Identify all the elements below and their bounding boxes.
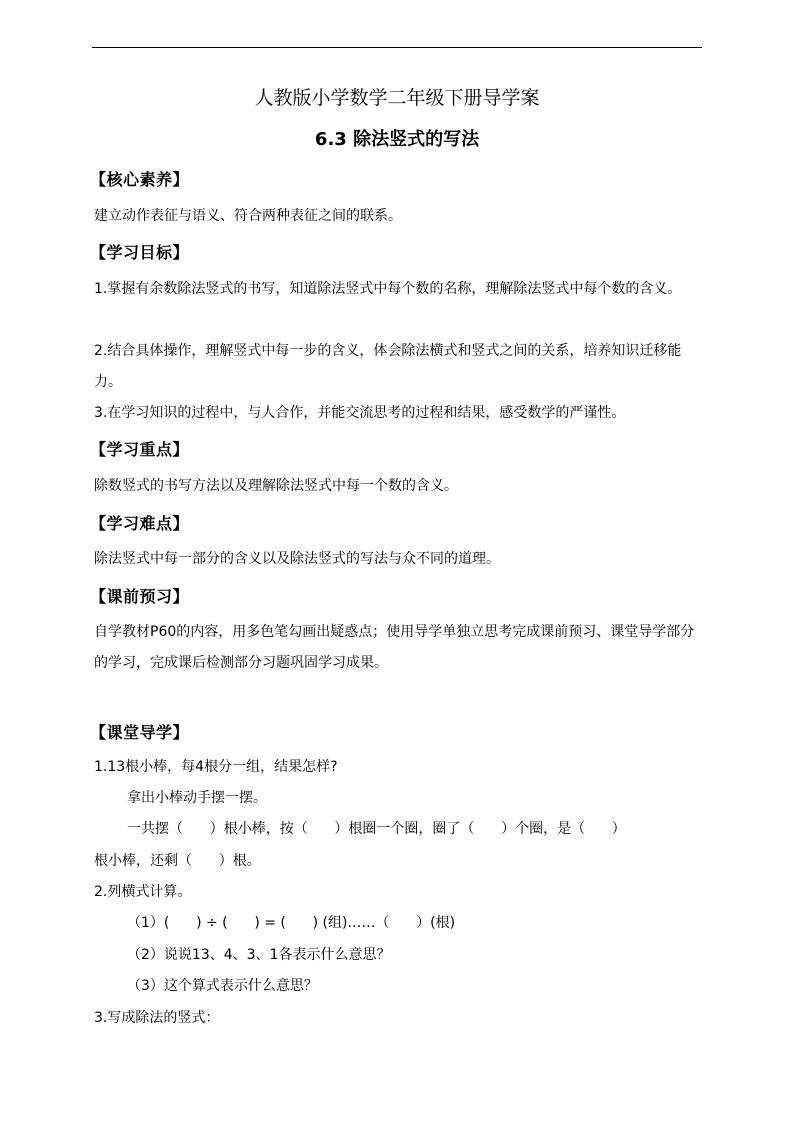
goal-item-2: 2.结合具体操作，理解竖式中每一步的含义，体会除法横式和竖式之间的关系，培养知识迁移能力。 [94,343,682,390]
guide-question-1-instruction: 拿出小棒动手摆一摆。 [127,790,267,806]
guide-question-3: 3.写成除法的竖式： [94,1010,220,1026]
guide-question-1-fill-line-1: 一共摆（ ）根小棒，按（ ）根圈一个圈，圈了（ ）个圈，是（ ） [127,821,626,837]
focus-text: 除数竖式的书写方法以及理解除法竖式中每一个数的含义。 [94,478,458,494]
section-heading-goals: 【学习目标】 [90,243,190,262]
guide-question-2-part-3: （3）这个算式表示什么意思？ [127,978,318,994]
goal-item-1: 1.掌握有余数除法竖式的书写，知道除法竖式中每个数的名称，理解除法竖式中每个数的含义。 [94,281,682,297]
goal-item-3: 3.在学习知识的过程中，与人合作，并能交流思考的过程和结果，感受数学的严谨性。 [94,405,626,421]
preview-text: 自学教材P60的内容，用多色笔勾画出疑惑点；使用导学单独立思考完成课前预习、课堂导学部分的学习，完成课后检测部分习题巩固学习成果。 [94,624,695,671]
section-heading-preview: 【课前预习】 [90,587,190,606]
header-rule [92,47,702,48]
section-heading-core: 【核心素养】 [90,170,190,189]
guide-question-1-fill-line-2: 根小棒，还剩（ ）根。 [94,853,261,869]
section-heading-difficulty: 【学习难点】 [90,514,190,533]
section-heading-focus: 【学习重点】 [90,440,190,459]
difficulty-text: 除法竖式中每一部分的含义以及除法竖式的写法与众不同的道理。 [94,551,500,567]
guide-question-1: 1.13根小棒，每4根分一组，结果怎样? [94,759,338,775]
section-heading-guide: 【课堂导学】 [90,723,190,742]
guide-question-2-part-2: （2）说说13、4、3、1各表示什么意思？ [127,947,391,963]
document-title: 人教版小学数学二年级下册导学案 [254,87,540,109]
guide-question-2-part-1: （1）( ) ÷ ( ) = ( ) (组)……（ ）(根) [127,915,456,931]
core-text: 建立动作表征与语义、符合两种表征之间的联系。 [94,208,402,224]
lesson-title: 6.3 除法竖式的写法 [314,129,480,150]
guide-question-2: 2.列横式计算。 [94,884,192,900]
